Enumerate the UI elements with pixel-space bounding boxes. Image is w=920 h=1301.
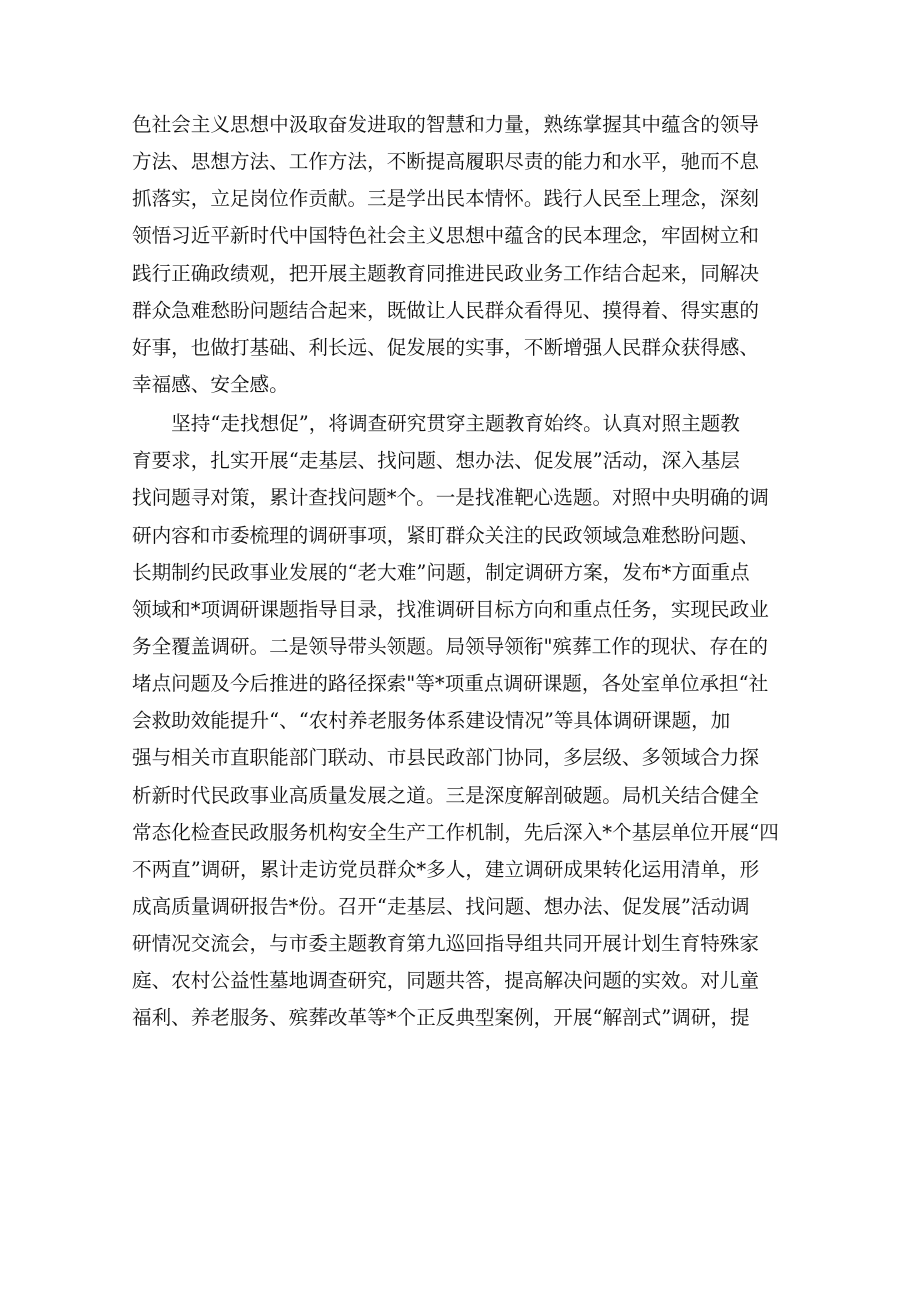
text-line: 析新时代民政事业高质量发展之道。三是深度解剖破题。局机关结合健全 (132, 783, 759, 807)
text-line: 成高质量调研报告*份。召开“走基层、找问题、想办法、促发展”活动调 (132, 894, 750, 918)
text-line: 好事，也做打基础、利长远、促发展的实事，不断增强人民群众获得感、 (132, 335, 759, 359)
text-line: 方法、思想方法、工作方法，不断提高履职尽责的能力和水平，驰而不息 (132, 150, 759, 174)
text-line: 领悟习近平新时代中国特色社会主义思想中蕴含的民本理念，牢固树立和 (132, 224, 759, 248)
text-line: 福利、养老服务、殡葬改革等*个正反典型案例，开展“解剖式”调研，提 (132, 1006, 750, 1030)
text-line: 色社会主义思想中汲取奋发进取的智慧和力量，熟练掌握其中蕴含的领导 (132, 113, 759, 136)
text-line: 幸福感、安全感。 (132, 372, 289, 396)
paragraph-2 (132, 405, 788, 1036)
text-line: 研情况交流会，与市委主题教育第九巡回指导组共同开展计划生育特殊家 (132, 932, 759, 956)
text-line: 强与相关市直职能部门联动、市县民政部门协同，多层级、多领域合力探 (132, 746, 759, 770)
text-line: 庭、农村公益性墓地调查研究，同题共答，提高解决问题的实效。对儿童 (132, 969, 759, 993)
text-line: 长期制约民政事业发展的“老大难”问题，制定调研方案，发布*方面重点 (132, 560, 750, 584)
text-line: 研内容和市委梳理的调研事项，紧盯群众关注的民政领域急难愁盼问题、 (132, 523, 759, 547)
text-line: 群众急难愁盼问题结合起来，既做让人民群众看得见、摸得着、得实惠的 (132, 298, 759, 322)
paragraph-1 (132, 106, 788, 403)
text-line: 育要求，扎实开展“走基层、找问题、想办法、促发展”活动，深入基层 (132, 449, 740, 473)
text-line: 抓落实，立足岗位作贡献。三是学出民本情怀。践行人民至上理念，深刻 (132, 187, 759, 211)
text-line: 坚持“走找想促”，将调查研究贯穿主题教育始终。认真对照主题教 (132, 412, 740, 436)
text-line: 践行正确政绩观，把开展主题教育同推进民政业务工作结合起来，同解决 (132, 261, 759, 285)
text-line: 会救助效能提升“、“农村养老服务体系建设情况”等具体调研课题，加 (132, 709, 731, 733)
text-line: 务全覆盖调研。二是领导带头领题。局领导领衔"殡葬工作的现状、存在的 (132, 634, 769, 658)
text-line: 领域和*项调研课题指导目录，找准调研目标方向和重点任务，实现民政业 (132, 597, 769, 621)
text-line: 找问题寻对策，累计查找问题*个。一是找准靶心选题。对照中央明确的调 (132, 486, 769, 510)
text-line: 堵点问题及今后推进的路径探索"等*项重点调研课题，各处室单位承担“社 (132, 672, 769, 696)
text-line: 常态化检查民政服务机构安全生产工作机制，先后深入*个基层单位开展“四 (132, 820, 779, 844)
text-line: 不两直”调研，累计走访党员群众*多人，建立调研成果转化运用清单，形 (132, 857, 760, 881)
